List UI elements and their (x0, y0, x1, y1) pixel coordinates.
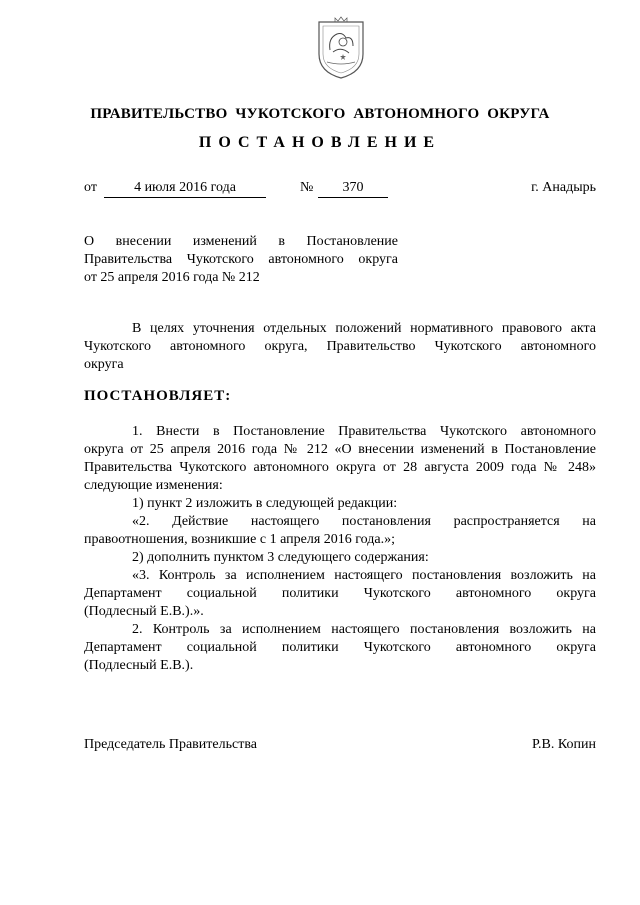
preamble-line: округа (84, 357, 124, 372)
body-line: 2) дополнить пунктом 3 следующего содержания: (132, 550, 429, 565)
body-line: «2. Действие настоящего постановления распространяется на (132, 514, 596, 529)
body-line: Правительства Чукотского автономного округа от 28 августа 2009 года № 248» (84, 460, 596, 475)
body-line: Департамент социальной политики Чукотского автономного округа (84, 586, 596, 601)
body-line: (Подлесный Е.В.). (84, 658, 194, 673)
preamble-line: В целях уточнения отдельных положений нормативного правового акта (132, 321, 596, 336)
preamble-line: Чукотского автономного округа, Правительство Чукотского автономного (84, 339, 596, 354)
chukotka-coat-of-arms-icon (313, 16, 369, 82)
document-number: 370 (318, 180, 388, 198)
subject-line: О внесении изменений в Постановление (84, 234, 398, 249)
government-title: ПРАВИТЕЛЬСТВО ЧУКОТСКОГО АВТОНОМНОГО ОКРУГА (90, 106, 550, 122)
body-line: «3. Контроль за исполнением настоящего постановления возложить на (132, 568, 596, 583)
body-line: 1) пункт 2 изложить в следующей редакции: (132, 496, 398, 511)
document-subject (84, 233, 398, 287)
document-city: г. Анадырь (531, 180, 596, 195)
body-line: округа от 25 апреля 2016 года № 212 «О внесении изменений в Постановление (84, 442, 596, 457)
document-date: 4 июля 2016 года (104, 180, 266, 198)
signatory-position: Председатель Правительства (84, 737, 257, 752)
body-line: следующие изменения: (84, 478, 223, 493)
subject-line: от 25 апреля 2016 года № 212 (84, 270, 260, 285)
preamble (84, 320, 596, 374)
signatory-name: Р.В. Копин (532, 737, 596, 752)
body-line: 1. Внести в Постановление Правительства Чукотского автономного (132, 424, 596, 439)
document-type-title: ПОСТАНОВЛЕНИЕ (198, 134, 442, 151)
body-line: (Подлесный Е.В.).». (84, 604, 204, 619)
body-line: правоотношения, возникшие с 1 апреля 2016 года.»; (84, 532, 395, 547)
number-label: № (300, 180, 314, 195)
subject-line: Правительства Чукотского автономного округа (84, 252, 398, 267)
body-line: 2. Контроль за исполнением настоящего постановления возложить на (132, 622, 596, 637)
resolve-heading: ПОСТАНОВЛЯЕТ: (84, 388, 232, 404)
date-label: от (84, 180, 97, 195)
resolution-body (84, 423, 596, 675)
body-line: Департамент социальной политики Чукотского автономного округа (84, 640, 596, 655)
